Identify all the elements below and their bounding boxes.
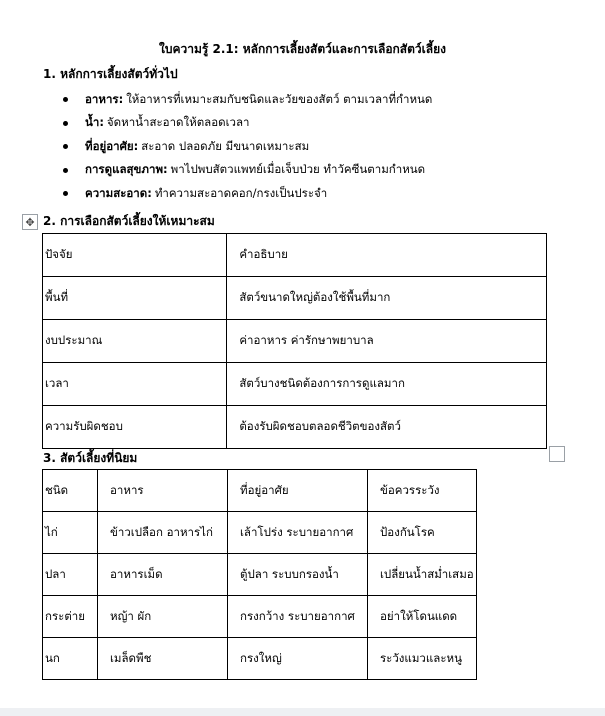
item-label: น้ำ: bbox=[85, 115, 104, 130]
table-cell[interactable]: เล้าโปร่ง ระบายอากาศ bbox=[228, 512, 368, 554]
table-row bbox=[43, 638, 477, 680]
table-row bbox=[43, 554, 477, 596]
table-cell[interactable]: คำอธิบาย bbox=[227, 234, 547, 277]
table-row bbox=[43, 596, 477, 638]
table-cell[interactable]: กรงใหญ่ bbox=[228, 638, 368, 680]
table-cell[interactable]: อาหาร bbox=[98, 470, 228, 512]
table-cell[interactable]: กระต่าย bbox=[43, 596, 98, 638]
section3-heading: 3. สัตว์เลี้ยงที่นิยม bbox=[43, 451, 138, 465]
section2-heading: 2. การเลือกสัตว์เลี้ยงให้เหมาะสม bbox=[43, 214, 215, 228]
bullet-icon bbox=[63, 168, 68, 173]
table-cell[interactable]: ป้องกันโรค bbox=[368, 512, 477, 554]
table-row bbox=[43, 277, 547, 320]
item-text: พาไปพบสัตวแพทย์เมื่อเจ็บป่วย ทำวัคซีนตามกำหนด bbox=[170, 162, 426, 177]
table-cell[interactable]: ค่าอาหาร ค่ารักษาพยาบาล bbox=[227, 320, 547, 363]
table-row bbox=[43, 363, 547, 406]
table-row bbox=[43, 234, 547, 277]
resize-handle-icon[interactable] bbox=[549, 446, 565, 462]
item-label: ที่อยู่อาศัย: bbox=[85, 138, 139, 153]
list-item bbox=[63, 159, 432, 183]
move-icon[interactable]: ✥ bbox=[22, 214, 38, 230]
item-text: สะอาด ปลอดภัย มีขนาดเหมาะสม bbox=[141, 138, 310, 153]
table-cell[interactable]: อาหารเม็ด bbox=[98, 554, 228, 596]
section1-heading: 1. หลักการเลี้ยงสัตว์ทั่วไป bbox=[43, 67, 178, 81]
table-cell[interactable]: พื้นที่ bbox=[43, 277, 227, 320]
table-cell[interactable]: ระวังแมวและหนู bbox=[368, 638, 477, 680]
page-footer-strip bbox=[0, 708, 605, 716]
page-title: ใบความรู้ 2.1: หลักการเลี้ยงสัตว์และการเลือกสัตว์เลี้ยง bbox=[158, 42, 447, 56]
table-cell[interactable]: งบประมาณ bbox=[43, 320, 227, 363]
table-cell[interactable]: เมล็ดพืช bbox=[98, 638, 228, 680]
table-cell[interactable]: ชนิด bbox=[43, 470, 98, 512]
table-row bbox=[43, 512, 477, 554]
table-cell[interactable]: อย่าให้โดนแดด bbox=[368, 596, 477, 638]
popular-pets-table bbox=[42, 469, 477, 680]
table-cell[interactable]: ต้องรับผิดชอบตลอดชีวิตของสัตว์ bbox=[227, 406, 547, 449]
table-row bbox=[43, 470, 477, 512]
item-text: ทำความสะอาดคอก/กรงเป็นประจำ bbox=[154, 185, 328, 200]
bullet-icon bbox=[63, 97, 68, 102]
table-cell[interactable]: ปัจจัย bbox=[43, 234, 227, 277]
table-cell[interactable]: ข้าวเปลือก อาหารไก่ bbox=[98, 512, 228, 554]
table-cell[interactable]: ไก่ bbox=[43, 512, 98, 554]
list-item bbox=[63, 135, 432, 159]
selection-table bbox=[42, 233, 547, 449]
list-item bbox=[63, 112, 432, 136]
table-cell[interactable]: ความรับผิดชอบ bbox=[43, 406, 227, 449]
table-cell[interactable]: ข้อควรระวัง bbox=[368, 470, 477, 512]
item-text: จัดหาน้ำสะอาดให้ตลอดเวลา bbox=[106, 115, 250, 130]
table-cell[interactable]: นก bbox=[43, 638, 98, 680]
table-cell[interactable]: เปลี่ยนน้ำสม่ำเสมอ bbox=[368, 554, 477, 596]
table-cell[interactable]: สัตว์ขนาดใหญ่ต้องใช้พื้นที่มาก bbox=[227, 277, 547, 320]
list-item bbox=[63, 88, 432, 112]
bullet-icon bbox=[63, 144, 68, 149]
list-item bbox=[63, 182, 432, 206]
table-cell[interactable]: กรงกว้าง ระบายอากาศ bbox=[228, 596, 368, 638]
table-cell[interactable]: ตู้ปลา ระบบกรองน้ำ bbox=[228, 554, 368, 596]
bullet-icon bbox=[63, 191, 68, 196]
item-label: อาหาร: bbox=[85, 91, 124, 106]
bullet-icon bbox=[63, 121, 68, 126]
table-cell[interactable]: หญ้า ผัก bbox=[98, 596, 228, 638]
table-row bbox=[43, 320, 547, 363]
item-label: การดูแลสุขภาพ: bbox=[85, 162, 168, 177]
table-cell[interactable]: ที่อยู่อาศัย bbox=[228, 470, 368, 512]
table-cell[interactable]: สัตว์บางชนิดต้องการการดูแลมาก bbox=[227, 363, 547, 406]
table-cell[interactable]: ปลา bbox=[43, 554, 98, 596]
table-row bbox=[43, 406, 547, 449]
table-cell[interactable]: เวลา bbox=[43, 363, 227, 406]
item-text: ให้อาหารที่เหมาะสมกับชนิดและวัยของสัตว์ ตามเวลาที่กำหนด bbox=[126, 91, 433, 106]
item-label: ความสะอาด: bbox=[85, 185, 152, 200]
principles-list bbox=[63, 88, 432, 206]
